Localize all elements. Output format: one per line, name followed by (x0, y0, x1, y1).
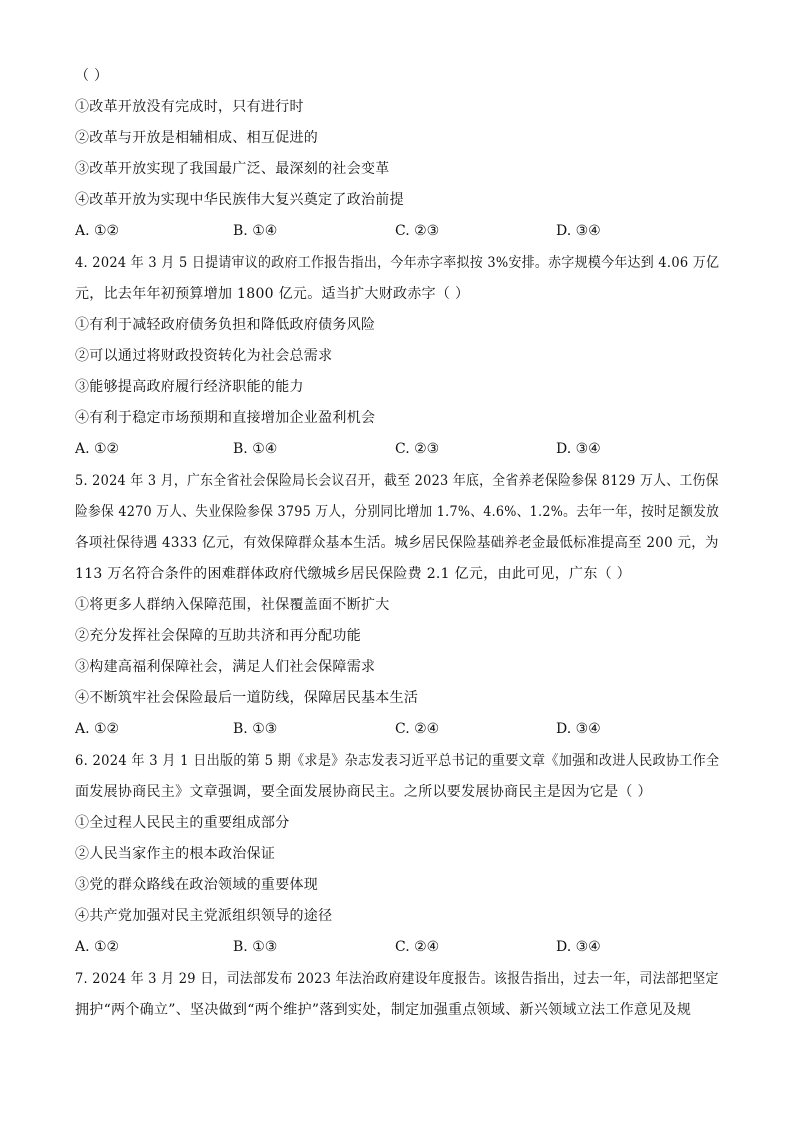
q6-item-1: ①全过程人民民主的重要组成部分 (75, 815, 290, 831)
q5-option-d: D. ③④ (556, 721, 601, 737)
q5-item-1: ①将更多人群纳入保障范围，社保覆盖面不断扩大 (75, 597, 390, 613)
q5-stem-line-4: 113 万名符合条件的困难群体政府代缴城乡居民保险费 2.1 亿元，由此可见，广东（ ） (75, 566, 631, 582)
q5-option-b: B. ①③ (233, 721, 278, 737)
q7-stem-line-2: 拥护“两个确立”、坚决做到“两个维护”落到实处，制定加强重点领域、新兴领域立法工作意见及规 (75, 1002, 692, 1018)
q4-option-d: D. ③④ (556, 441, 601, 457)
q6-stem-line-2: 面发展协商民主》文章强调，要全面发展协商民主。之所以要发展协商民主是因为它是（ ） (75, 784, 652, 800)
q3-option-d: D. ③④ (556, 223, 601, 239)
q3-option-c: C. ②③ (395, 223, 440, 239)
q5-option-a: A. ①② (75, 721, 120, 737)
q5-option-c: C. ②④ (395, 721, 440, 737)
q6-stem-line-1: 6. 2024 年 3 月 1 日出版的第 5 期《求是》杂志发表习近平总书记的重要文章《加强和改进人民政协工作全 (75, 753, 720, 769)
q6-item-2: ②人民当家作主的根本政治保证 (75, 846, 276, 862)
q4-item-1: ①有利于减轻政府债务负担和降低政府债务风险 (75, 317, 376, 333)
q7-stem-line-1: 7. 2024 年 3 月 29 日，司法部发布 2023 年法治政府建设年度报告。该报告指出，过去一年，司法部把坚定 (75, 971, 719, 987)
q5-stem-line-2: 险参保 4270 万人、失业保险参保 3795 万人，分别同比增加 1.7%、4.6%、1.2%。去年一年，按时足额发放 (75, 504, 720, 520)
q4-option-b: B. ①④ (233, 441, 278, 457)
q5-stem-line-3: 各项社保待遇 4333 亿元，有效保障群众基本生活。城乡居民保险基础养老金最低标准提高至 200 元，为 (75, 535, 719, 551)
q3-item-2: ②改革与开放是相辅相成、相互促进的 (75, 130, 319, 146)
q3-item-1: ①改革开放没有完成时，只有进行时 (75, 99, 304, 115)
q4-item-3: ③能够提高政府履行经济职能的能力 (75, 379, 304, 395)
q3-item-3: ③改革开放实现了我国最广泛、最深刻的社会变革 (75, 161, 390, 177)
q6-item-4: ④共产党加强对民主党派组织领导的途径 (75, 908, 333, 924)
q5-item-4: ④不断筑牢社会保险最后一道防线，保障居民基本生活 (75, 690, 419, 706)
q6-option-a: A. ①② (75, 939, 120, 955)
q4-stem-line-2: 元，比去年年初预算增加 1800 亿元。适当扩大财政赤字（ ） (75, 286, 470, 302)
q6-item-3: ③党的群众路线在政治领域的重要体现 (75, 877, 319, 893)
q6-option-d: D. ③④ (556, 939, 601, 955)
q5-item-3: ③构建高福利保障社会，满足人们社会保障需求 (75, 659, 376, 675)
q4-item-2: ②可以通过将财政投资转化为社会总需求 (75, 348, 333, 364)
q5-item-2: ②充分发挥社会保障的互助共济和再分配功能 (75, 628, 361, 644)
q3-option-a: A. ①② (75, 223, 120, 239)
q3-answer-bracket: （ ） (75, 68, 109, 84)
q3-option-b: B. ①④ (233, 223, 278, 239)
q4-stem-line-1: 4. 2024 年 3 月 5 日提请审议的政府工作报告指出，今年赤字率拟按 3%安排。赤字规模今年达到 4.06 万亿 (75, 255, 720, 271)
q5-stem-line-1: 5. 2024 年 3 月，广东全省社会保险局长会议召开，截至 2023 年底，全省养老保险参保 8129 万人、工伤保 (75, 473, 719, 489)
q3-item-4: ④改革开放为实现中华民族伟大复兴奠定了政治前提 (75, 192, 404, 208)
q6-option-b: B. ①③ (233, 939, 278, 955)
q4-option-c: C. ②③ (395, 441, 440, 457)
q4-item-4: ④有利于稳定市场预期和直接增加企业盈利机会 (75, 410, 376, 426)
q4-option-a: A. ①② (75, 441, 120, 457)
q6-option-c: C. ②④ (395, 939, 440, 955)
